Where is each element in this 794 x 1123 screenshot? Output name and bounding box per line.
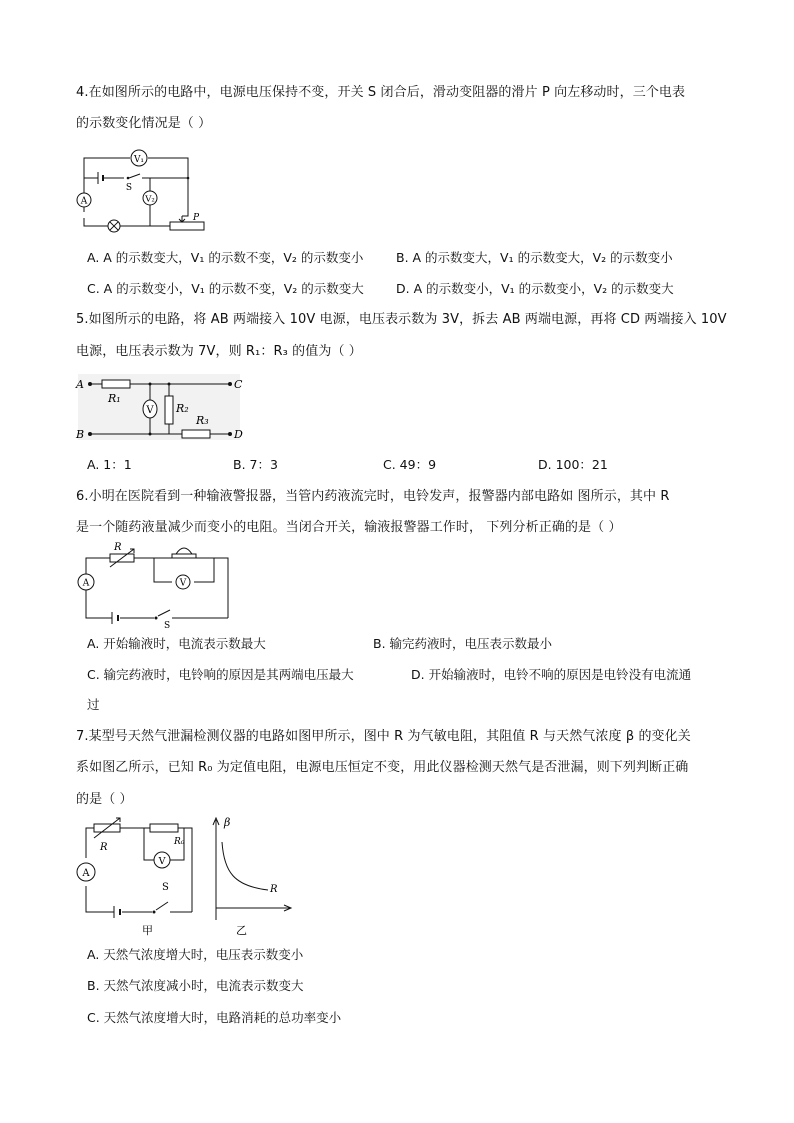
svg-text:D: D [234,428,243,441]
q5-option-d[interactable]: D. 100：21 [538,457,608,472]
svg-text:A: A [82,578,90,589]
svg-text:R₂: R₂ [176,402,189,415]
svg-text:V: V [146,405,154,416]
q4-stem-line1: 4.在如图所示的电路中，电源电压保持不变，开关 S 闭合后，滑动变阻器的滑片 P 向左移动时，三个电表 [76,85,686,100]
q5-option-a[interactable]: A. 1：1 [87,457,132,472]
q7-graph-yi [204,814,296,936]
q4-circuit-diagram [74,144,209,234]
svg-text:V₁: V₁ [133,155,145,165]
svg-text:A: A [80,196,88,207]
svg-text:V: V [158,856,166,867]
svg-text:β: β [224,816,231,829]
svg-text:A: A [82,868,90,879]
q4-rheostat [170,222,204,230]
svg-text:R₁: R₁ [108,392,121,405]
q4-option-a[interactable]: A. A 的示数变大，V₁ 的示数不变，V₂ 的示数变小 [87,250,364,265]
q4-stem-line2: 的示数变化情况是（ ） [76,116,212,131]
q6-stem-line2: 是一个随药液量减少而变小的电阻。当闭合开关，输液报警器工作时， 下列分析正确的是（ ） [76,520,622,535]
svg-text:V₂: V₂ [145,194,155,205]
q5-stem-line2: 电源，电压表示数为 7V，则 R₁：R₃ 的值为（ ） [76,344,362,359]
q5-option-c[interactable]: C. 49：9 [383,457,437,472]
q7-stem-line3: 的是（ ） [76,792,133,807]
q7-option-b[interactable]: B. 天然气浓度减小时，电流表示数变大 [87,978,304,993]
q7-beta-r-curve [222,842,268,890]
svg-text:P: P [192,213,200,223]
q4-v1-meter [131,150,147,166]
svg-text:A: A [76,378,84,391]
q7-option-a[interactable]: A. 天然气浓度增大时，电压表示数变小 [87,947,304,962]
q4-option-d[interactable]: D. A 的示数变小，V₁ 的示数变小，V₂ 的示数变大 [396,281,674,296]
q6-ammeter [78,574,94,590]
q5-stem-line1: 5.如图所示的电路，将 AB 两端接入 10V 电源，电压表示数为 3V，拆去 AB 两端电源，再将 CD 两端接入 10V [76,312,727,327]
q5-option-b[interactable]: B. 7：3 [233,457,278,472]
q6-stem-line1: 6.小明在医院看到一种输液警报器，当管内药液流完时，电铃发声，报警器内部电路如 图所示，其中 R [76,489,670,504]
q4-v2-meter [143,191,157,205]
svg-text:S: S [164,621,171,631]
q7-ammeter [77,863,95,881]
q7-r0-resistor [150,824,178,832]
q6-voltmeter [176,575,190,589]
svg-text:乙: 乙 [236,924,247,937]
svg-text:R: R [270,884,278,895]
q6-option-a[interactable]: A. 开始输液时，电流表示数最大 [87,636,266,651]
svg-text:V: V [179,578,187,589]
q6-bell [176,548,192,554]
q6-circuit-diagram [74,540,234,631]
q4-lamp [108,220,120,232]
q7-circuit-diagram-jia [74,814,204,936]
svg-text:S: S [125,183,133,193]
q6-option-b[interactable]: B. 输完药液时，电压表示数最小 [373,636,553,651]
q7-option-c[interactable]: C. 天然气浓度增大时，电路消耗的总功率变小 [87,1010,342,1025]
q5-r3-resistor [182,430,210,438]
q5-voltmeter [143,400,157,418]
svg-text:C: C [234,378,243,391]
svg-text:R₀: R₀ [174,837,185,847]
svg-text:R: R [114,542,122,553]
q4-option-c[interactable]: C. A 的示数变小，V₁ 的示数不变，V₂ 的示数变大 [87,281,364,296]
q4-ammeter [77,193,91,207]
q5-r2-resistor [165,396,173,424]
q7-voltmeter [154,852,170,868]
q4-option-b[interactable]: B. A 的示数变大，V₁ 的示数变大，V₂ 的示数变小 [396,250,673,265]
svg-text:R: R [100,842,108,853]
q5-circuit-diagram [74,374,244,444]
svg-text:R₃: R₃ [196,414,209,427]
q6-option-c[interactable]: C. 输完药液时，电铃响的原因是其两端电压最大 [87,667,354,682]
q7-stem-line2: 系如图乙所示，已知 R₀ 为定值电阻，电源电压恒定不变，用此仪器检测天然气是否泄漏，则下列判断正确 [76,760,689,775]
svg-text:甲: 甲 [142,924,153,937]
q6-option-d-continued: 过 [87,697,100,712]
q7-stem-line1: 7.某型号天然气泄漏检测仪器的电路如图甲所示，图中 R 为气敏电阻，其阻值 R 与天然气浓度 β 的变化关 [76,729,691,744]
q6-option-d[interactable]: D. 开始输液时，电铃不响的原因是电铃没有电流通 [411,667,692,682]
svg-text:S: S [162,882,169,893]
svg-text:B: B [76,428,85,441]
q5-r1-resistor [102,380,130,388]
